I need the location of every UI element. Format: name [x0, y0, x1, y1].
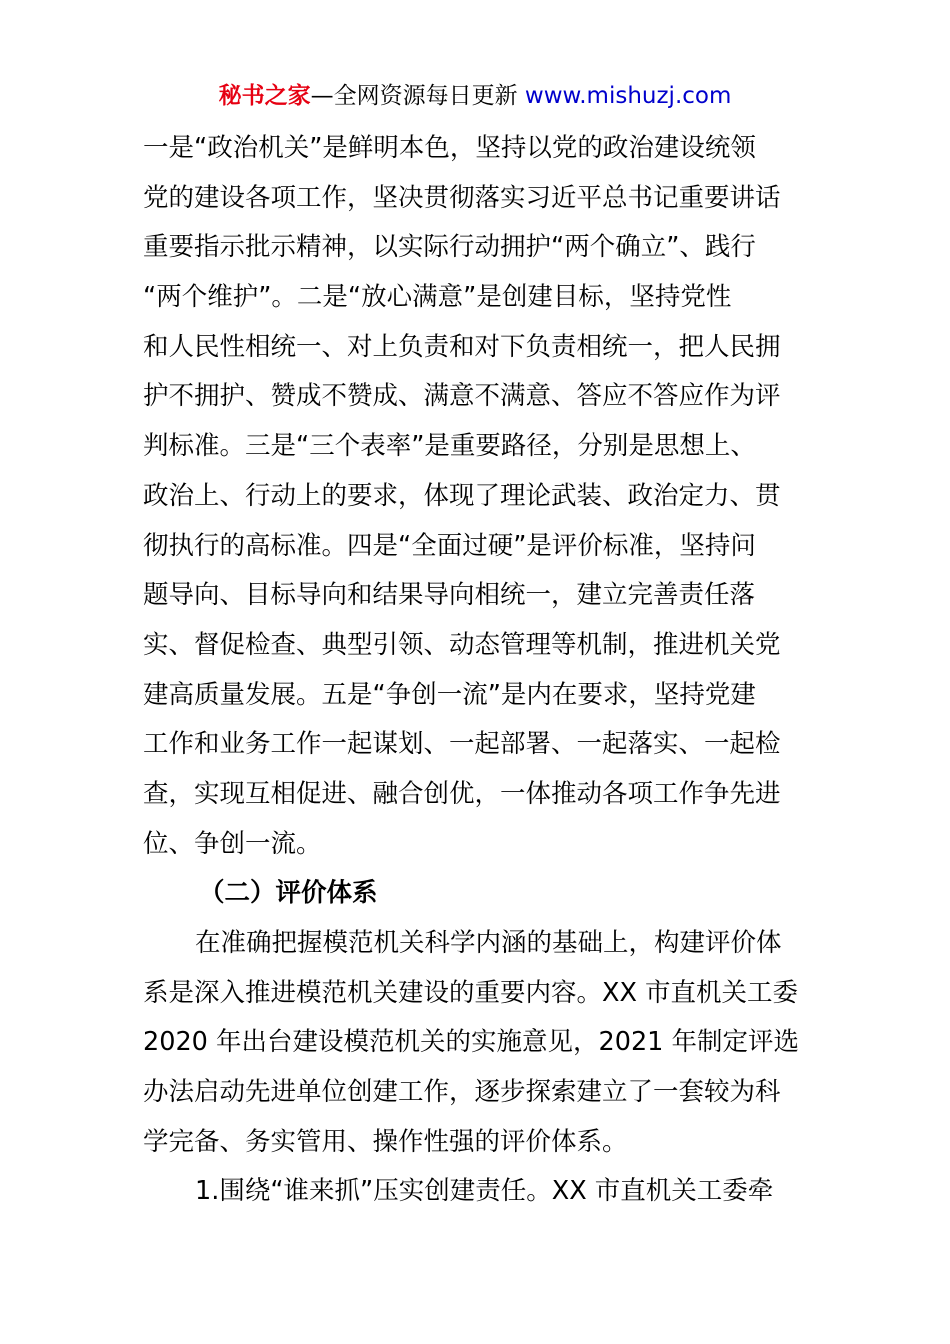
document-body — [143, 124, 808, 1217]
paragraph-line: 题导向、目标导向和结果导向相统一，建立完善责任落 — [143, 580, 756, 611]
section-heading: （二）评价体系 — [199, 878, 378, 909]
paragraph-line: 重要指示批示精神，以实际行动拥护“两个确立”、践行 — [143, 232, 756, 263]
paragraph-line: 判标准。三是“三个表率”是重要路径，分别是思想上、 — [143, 431, 756, 462]
paragraph-line: 护不拥护、赞成不赞成、满意不满意、答应不答应作为评 — [143, 381, 781, 412]
paragraph-line: 党的建设各项工作，坚决贯彻落实习近平总书记重要讲话 — [143, 182, 781, 213]
paragraph-line: 系是深入推进模范机关建设的重要内容。XX 市直机关工委 — [143, 977, 799, 1008]
paragraph-line: 在准确把握模范机关科学内涵的基础上，构建评价体 — [195, 928, 782, 958]
paragraph-line: 学完备、务实管用、操作性强的评价体系。 — [143, 1126, 628, 1157]
paragraph-line: 办法启动先进单位创建工作，逐步探索建立了一套较为科 — [143, 1077, 781, 1108]
paragraph-line: 一是“政治机关”是鲜明本色，坚持以党的政治建设统领 — [143, 133, 756, 163]
paragraph-line: 工作和业务工作一起谋划、一起部署、一起落实、一起检 — [143, 729, 781, 760]
paragraph-line: 政治上、行动上的要求，体现了理论武装、政治定力、贯 — [143, 480, 781, 511]
paragraph-line: 查，实现互相促进、融合创优，一体推动各项工作争先进 — [143, 778, 781, 809]
paragraph-line: 实、督促检查、典型引领、动态管理等机制，推进机关党 — [143, 629, 781, 660]
paragraph-line: 1.围绕“谁来抓”压实创建责任。XX 市直机关工委牵 — [195, 1176, 774, 1207]
brand-name: 秘书之家 — [218, 83, 311, 109]
paragraph-line: 2020 年出台建设模范机关的实施意见，2021 年制定评选 — [143, 1027, 800, 1058]
paragraph-line: “两个维护”。二是“放心满意”是创建目标，坚持党性 — [143, 282, 732, 313]
header-tagline: —全网资源每日更新 — [310, 83, 525, 109]
paragraph-line: 位、争创一流。 — [143, 828, 322, 859]
paragraph-line: 和人民性相统一、对上负责和对下负责相统一，把人民拥 — [143, 331, 781, 362]
paragraph-line: 彻执行的高标准。四是“全面过硬”是评价标准，坚持问 — [143, 530, 756, 561]
paragraph-line: 建高质量发展。五是“争创一流”是内在要求，坚持党建 — [143, 679, 756, 710]
site-url[interactable]: www.mishuzj.com — [524, 83, 732, 109]
page-header — [0, 80, 950, 112]
